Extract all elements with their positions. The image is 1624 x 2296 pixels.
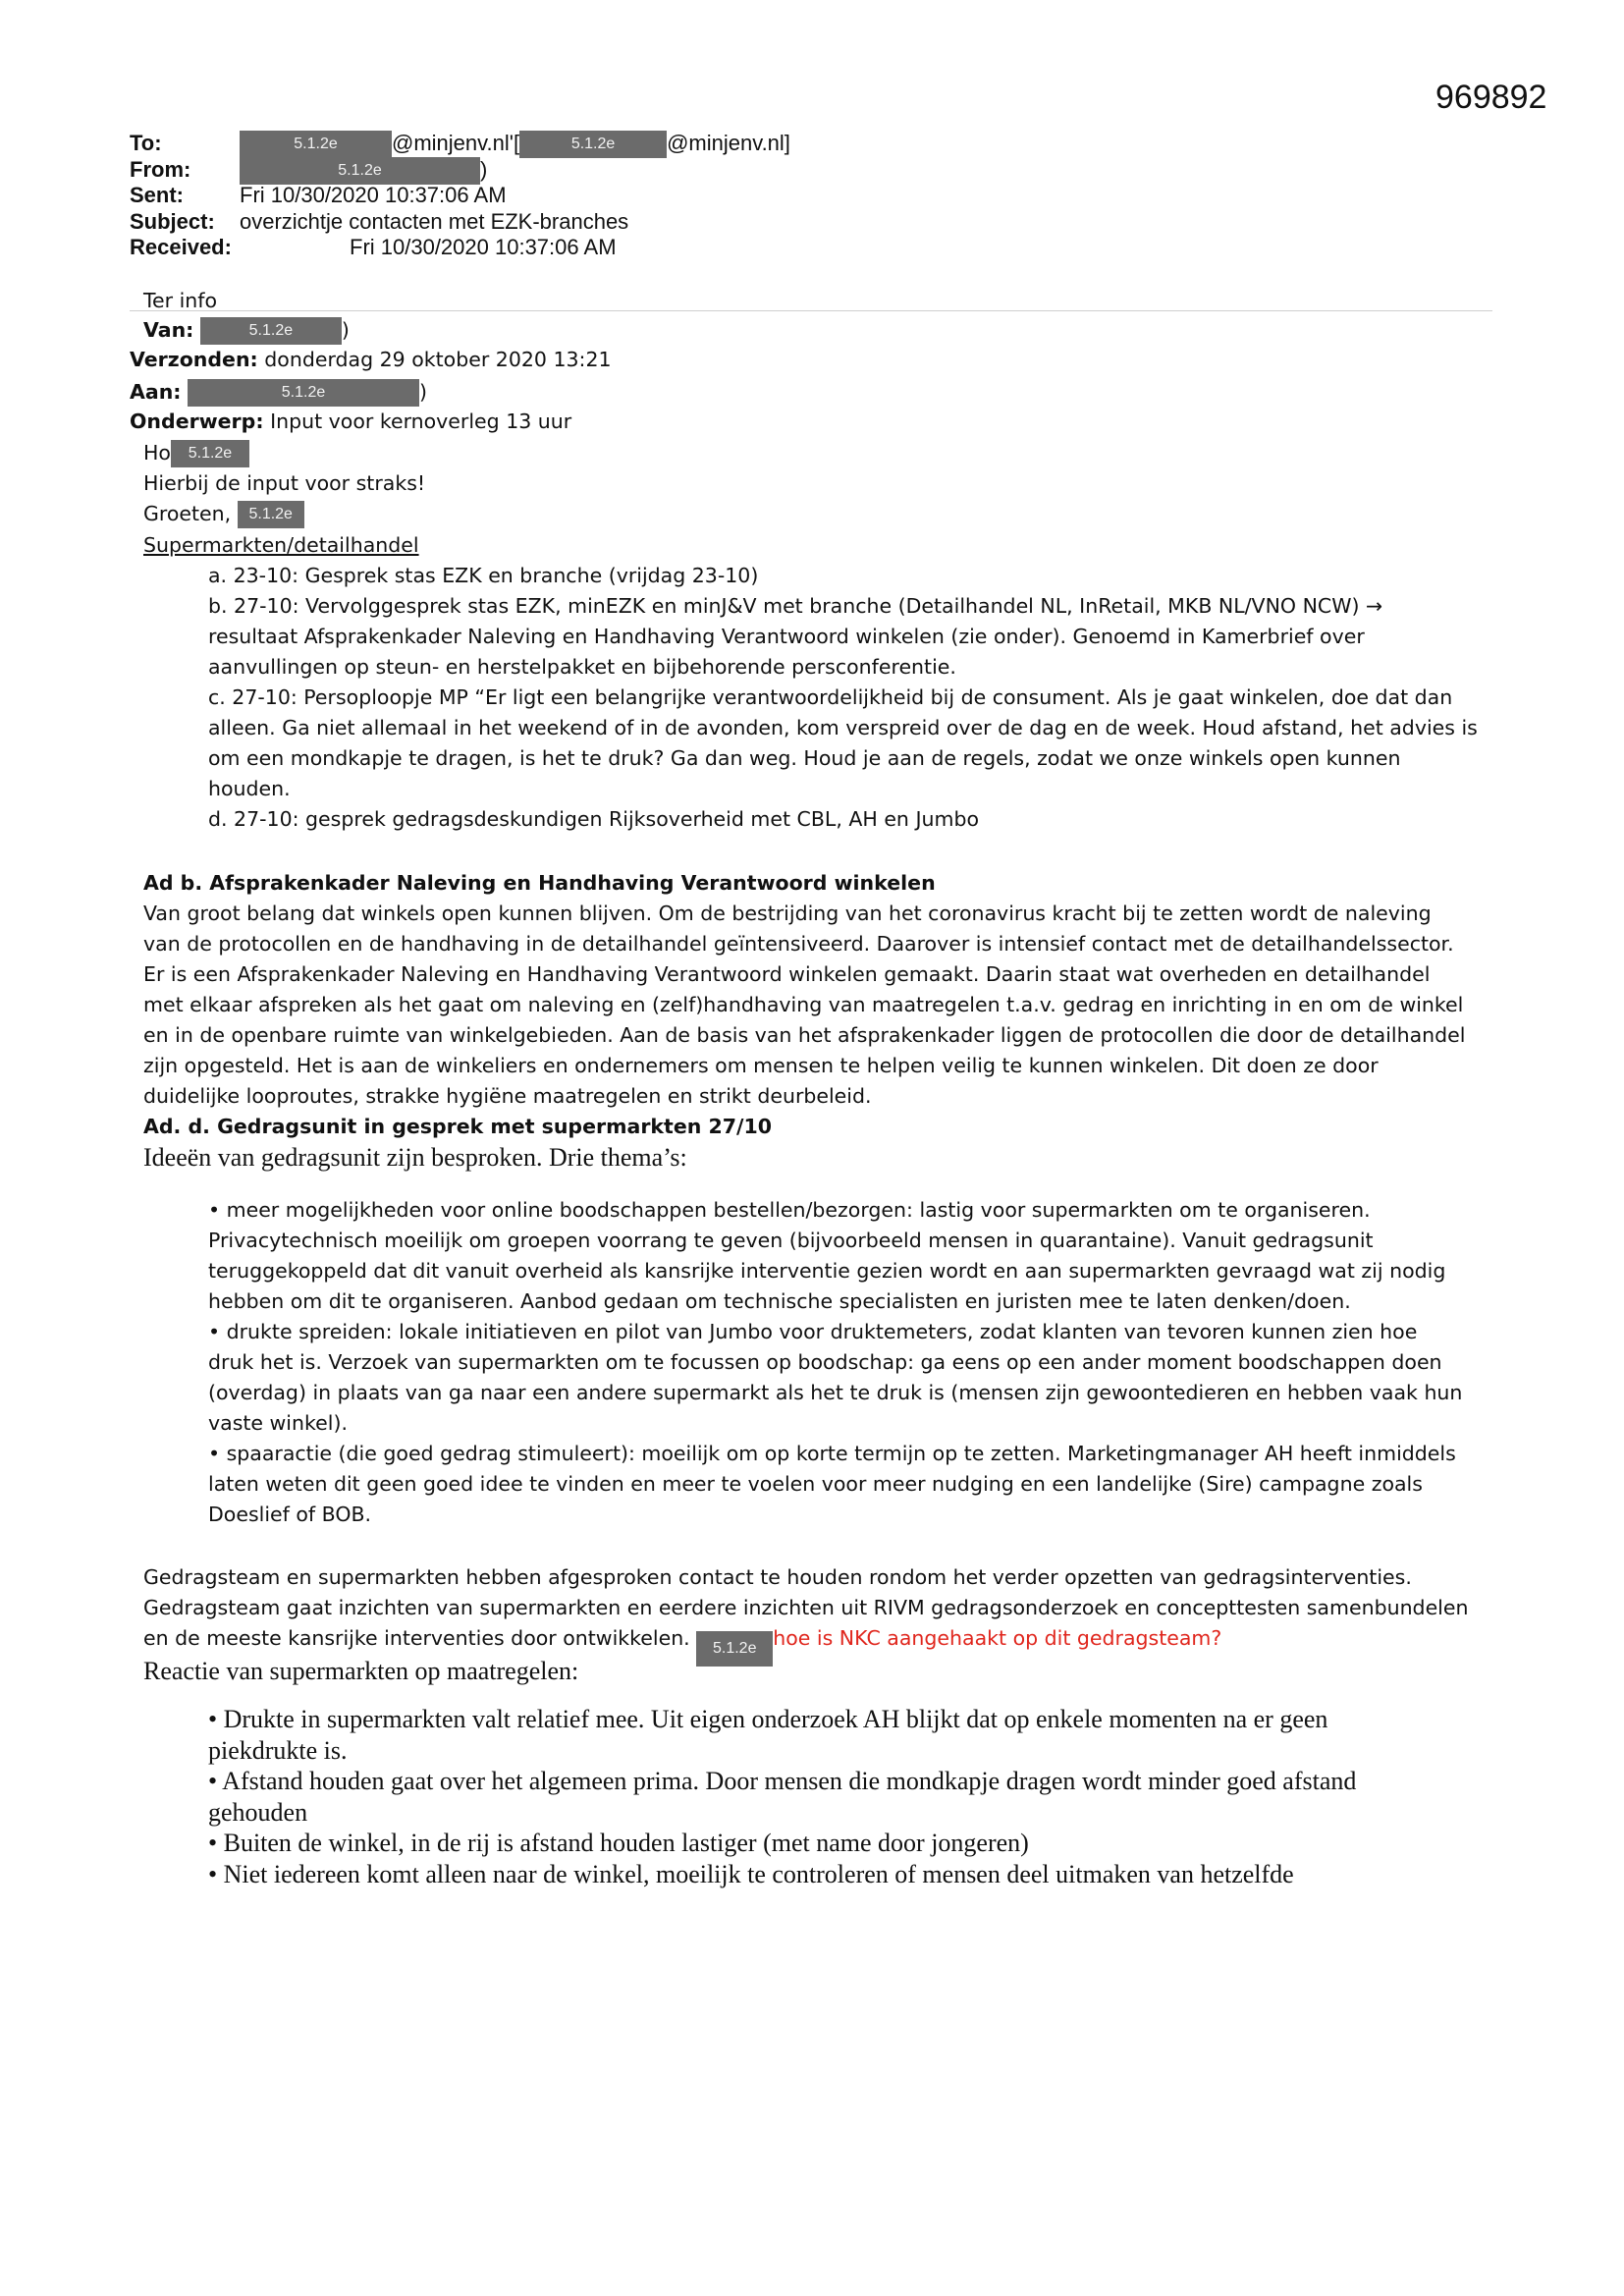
verzonden-label: Verzonden:: [130, 348, 258, 371]
received-value: Fri 10/30/2020 10:37:06 AM: [350, 235, 617, 259]
redaction-box: 5.1.2e: [519, 131, 667, 158]
ter-info: Ter info: [143, 289, 218, 312]
bullet-line: Privacytechnisch moeilijk om groepen voorrang te geven (bijvoorbeeld mensen in quarantaine). Vanuit gedragsunit: [208, 1229, 1374, 1252]
list-item: houden.: [208, 777, 291, 800]
bullet-line: hebben om dit te organiseren. Aanbod gedaan om technische specialisten en juristen mee te laten denken/doen.: [208, 1289, 1351, 1313]
ad-b-line: duidelijke looproutes, strakke hygiëne maatregelen en strikt deurbeleid.: [143, 1084, 872, 1108]
redaction-box: 5.1.2e: [238, 501, 304, 528]
aan-end: ): [419, 380, 428, 404]
ad-d-title: Ad. d. Gedragsunit in gesprek met supermarkten 27/10: [143, 1115, 773, 1138]
email-header: [130, 131, 790, 261]
subject-label: Subject:: [130, 208, 215, 234]
reaction-line: • Buiten de winkel, in de rij is afstand houden lastiger (met name door jongeren): [208, 1829, 1029, 1857]
bullet-line: Doeslief of BOB.: [208, 1503, 372, 1526]
intro-line: Hierbij de input voor straks!: [143, 471, 426, 495]
from-label: From:: [130, 156, 191, 182]
received-row: [130, 235, 790, 261]
review-comment: hoe is NKC aangehaakt op dit gedragsteam?: [773, 1626, 1222, 1650]
list-item: d. 27-10: gesprek gedragsdeskundigen Rijksoverheid met CBL, AH en Jumbo: [208, 807, 980, 831]
sent-label: Sent:: [130, 183, 184, 207]
section-title: Supermarkten/detailhandel: [143, 533, 419, 557]
bullet-line: • drukte spreiden: lokale initiatieven en pilot van Jumbo voor druktemeters, zodat klanten van tevoren kunnen zien hoe: [208, 1320, 1418, 1343]
greeting: [143, 440, 249, 467]
list-item: alleen. Ga niet allemaal in het weekend of in de avonden, kom verspreid over de dag en de week. Houd afstand, het advies is: [208, 716, 1478, 739]
from-row: [130, 157, 790, 184]
redaction-box: 5.1.2e: [240, 131, 392, 158]
onderwerp-value: Input voor kernoverleg 13 uur: [263, 410, 572, 433]
onderwerp-label: Onderwerp:: [130, 410, 264, 433]
redaction-box: 5.1.2e: [200, 317, 342, 345]
greeting-text: Ho: [143, 441, 171, 465]
groeten-text: Groeten,: [143, 502, 232, 525]
message-body: [130, 285, 1504, 1935]
reaction-line: gehouden: [208, 1798, 308, 1827]
ad-b-line: zijn opgesteld. Het is aan de winkeliers en ondernemers om mensen te helpen veilig te kunnen winkelen. Dit doen ze door: [143, 1054, 1379, 1077]
list-item: om een mondkapje te dragen, is het te druk? Ga dan weg. Houd je aan de regels, zodat we onze winkels open kunnen: [208, 746, 1401, 770]
groeten-row: [143, 501, 304, 528]
from-end: ): [480, 156, 488, 182]
list-item: c. 27-10: Persoploopje MP “Er ligt een belangrijke verantwoordelijkheid bij de consument. Als je gaat winkelen, doe dat dan: [208, 685, 1453, 709]
subject-value: overzichtje contacten met EZK-branches: [240, 208, 629, 234]
bullet-line: laten weten dit geen goed idee te vinden en meer te voelen voor meer nudging en een landelijke (Sire) campagne zoals: [208, 1472, 1423, 1496]
aan-label: Aan:: [130, 380, 182, 404]
to-end: @minjenv.nl]: [667, 131, 790, 155]
ad-b-line: Er is een Afsprakenkader Naleving en Handhaving Verantwoord winkelen gemaakt. Daarin staat wat overheden en detailhandel: [143, 962, 1431, 986]
redaction-box: 5.1.2e: [188, 379, 419, 407]
received-label: Received:: [130, 235, 232, 259]
team-line: Gedragsteam en supermarkten hebben afgesproken contact te houden rondom het verder opzetten van gedragsinterventies.: [143, 1565, 1412, 1589]
list-item: resultaat Afsprakenkader Naleving en Handhaving Verantwoord winkelen (zie onder). Genoemd in Kamerbrief over: [208, 625, 1365, 648]
reaction-line: • Drukte in supermarkten valt relatief mee. Uit eigen onderzoek AH blijkt dat op enkele momenten na er geen: [208, 1705, 1328, 1733]
bullet-line: teruggekoppeld dat dit vanuit overheid als kansrijke interventie gezien wordt en aan supermarkten gevraagd wat zij nodig: [208, 1259, 1446, 1283]
verzonden-row: [130, 348, 612, 371]
reaction-line: • Niet iedereen komt alleen naar de winkel, moeilijk te controleren of mensen deel uitmaken van hetzelfde: [208, 1860, 1294, 1888]
van-row: [143, 317, 350, 345]
to-mid: @minjenv.nl'[: [392, 131, 520, 155]
ad-b-title: Ad b. Afsprakenkader Naleving en Handhaving Verantwoord winkelen: [143, 871, 936, 895]
aan-row: [130, 379, 427, 407]
list-item: a. 23-10: Gesprek stas EZK en branche (vrijdag 23-10): [208, 564, 759, 587]
list-item: b. 27-10: Vervolggesprek stas EZK, minEZK en minJ&V met branche (Detailhandel NL, InRetail, MKB NL/VNO NCW) →: [208, 594, 1383, 618]
ad-b-line: en in de openbare ruimte van winkelgebieden. Aan de basis van het afsprakenkader liggen de protocollen die door de detailhandel: [143, 1023, 1466, 1047]
document-number: 969892: [1435, 79, 1547, 116]
redaction-box: 5.1.2e: [240, 157, 480, 185]
ad-b-line: Van groot belang dat winkels open kunnen blijven. Om de bestrijding van het coronavirus kracht bij te zetten wordt de naleving: [143, 902, 1432, 925]
bullet-line: vaste winkel).: [208, 1411, 348, 1435]
reaction-title: Reactie van supermarkten op maatregelen:: [143, 1657, 579, 1685]
reaction-line: • Afstand houden gaat over het algemeen prima. Door mensen die mondkapje dragen wordt minder goed afstand: [208, 1767, 1357, 1795]
ad-d-intro: Ideeën van gedragsunit zijn besproken. Drie thema’s:: [143, 1143, 687, 1172]
verzonden-value: donderdag 29 oktober 2020 13:21: [257, 348, 612, 371]
van-end: ): [341, 318, 350, 342]
bullet-line: • meer mogelijkheden voor online boodschappen bestellen/bezorgen: lastig voor supermarkten om te organiseren.: [208, 1198, 1371, 1222]
onderwerp-row: [130, 410, 571, 433]
ad-b-line: met elkaar afspreken als het gaat om naleving en (zelf)handhaving van maatregelen t.a.v. gedrag en inrichting in en om de winkel: [143, 993, 1464, 1016]
list-item: aanvullingen op steun- en herstelpakket en bijbehorende persconferentie.: [208, 655, 956, 679]
bullet-line: • spaaractie (die goed gedrag stimuleert): moeilijk om op korte termijn op te zetten. Marketingmanager AH heeft inmiddels: [208, 1442, 1456, 1465]
redaction-box: 5.1.2e: [696, 1631, 773, 1667]
ad-b-line: van de protocollen en de handhaving in de detailhandel geïntensiveerd. Daarover is intensief contact met de detailhandelssector.: [143, 932, 1454, 956]
bullet-line: druk het is. Verzoek van supermarkten om te focussen op boodschap: ga eens op een ander moment boodschappen doen: [208, 1350, 1442, 1374]
sent-row: [130, 183, 790, 209]
team-line: en de meeste kansrijke interventies door ontwikkelen.: [143, 1626, 690, 1650]
redaction-box: 5.1.2e: [171, 440, 249, 467]
to-label: To:: [130, 131, 162, 155]
van-label: Van:: [143, 318, 194, 342]
sent-value: Fri 10/30/2020 10:37:06 AM: [240, 183, 507, 207]
subject-row: [130, 209, 790, 236]
reaction-line: piekdrukte is.: [208, 1736, 348, 1765]
bullet-line: (overdag) in plaats van ga naar een andere supermarkt als het te druk is (mensen zijn gewoontedieren en hebben vaak hun: [208, 1381, 1463, 1404]
team-line: Gedragsteam gaat inzichten van supermarkten en eerdere inzichten uit RIVM gedragsonderzoek en concepttesten samenbundelen: [143, 1596, 1469, 1619]
to-row: [130, 131, 790, 157]
